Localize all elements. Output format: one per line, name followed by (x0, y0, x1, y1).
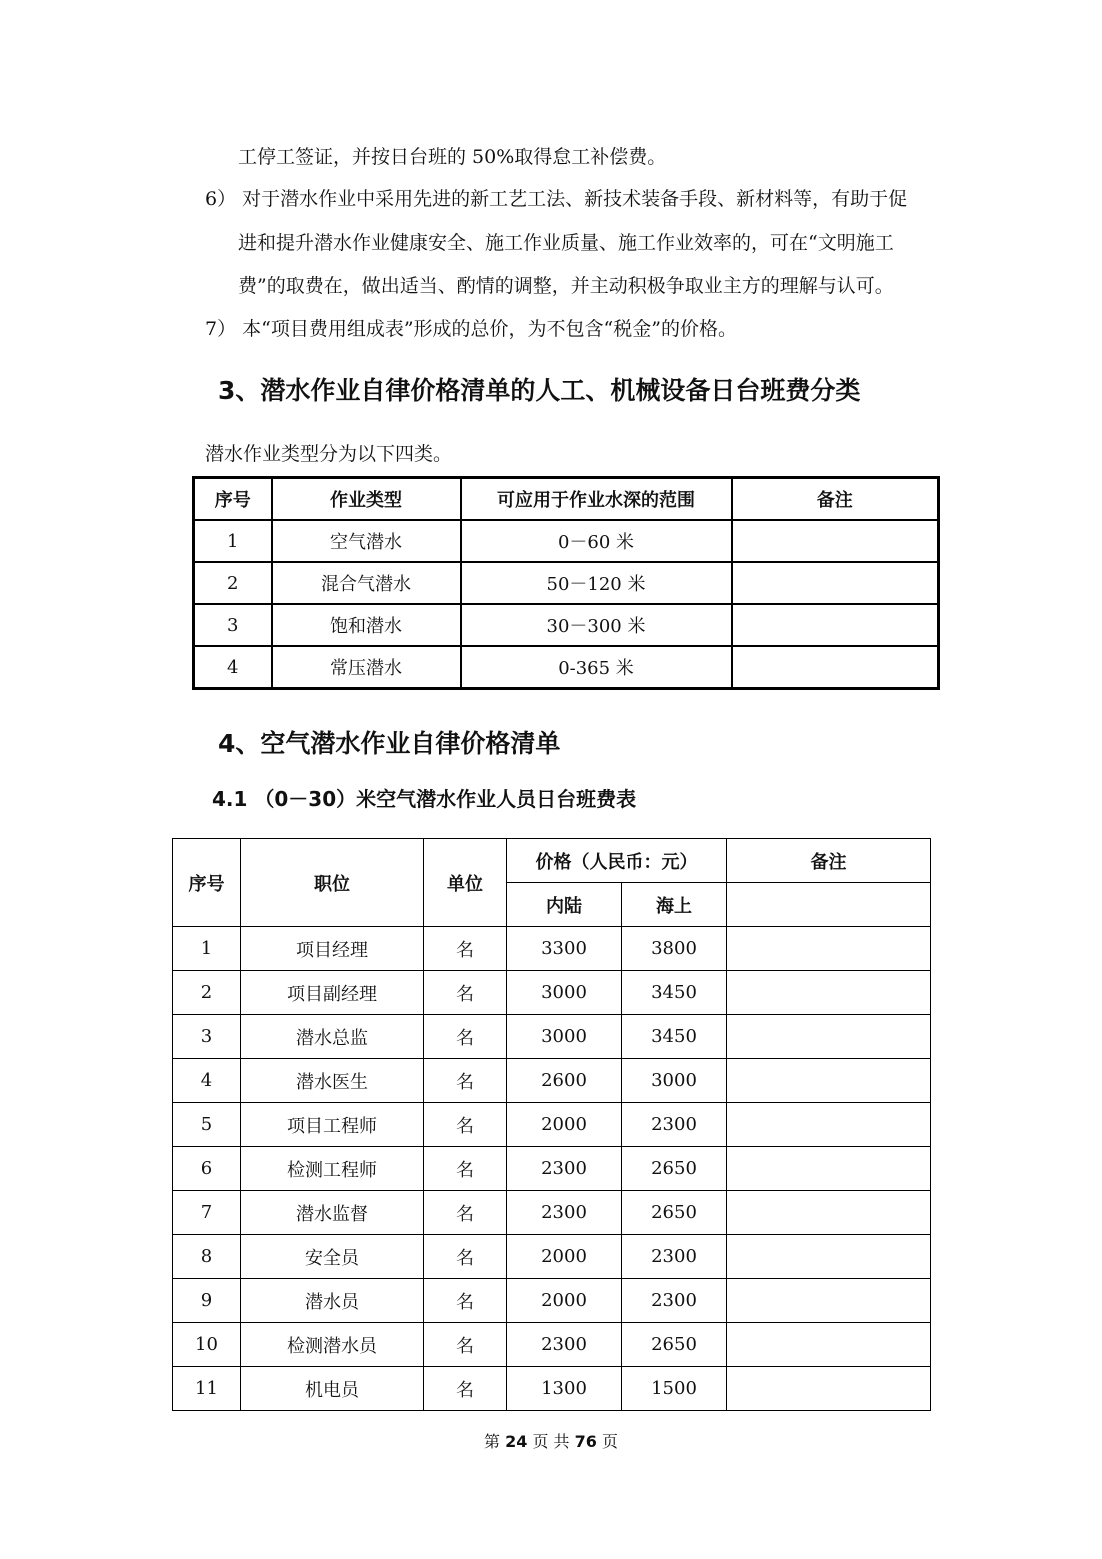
header-inland: 内陆 (507, 883, 622, 927)
table-row (173, 1147, 931, 1191)
cell-offshore: 3000 (622, 1059, 727, 1103)
table-row (194, 646, 939, 689)
cell-unit: 名 (424, 1235, 507, 1279)
cell-type: 常压潜水 (272, 646, 461, 689)
cell-offshore: 2650 (622, 1147, 727, 1191)
cell-no: 6 (173, 1147, 241, 1191)
cell-unit: 名 (424, 1191, 507, 1235)
table-row (173, 1191, 931, 1235)
cell-no: 5 (173, 1103, 241, 1147)
cell-offshore: 3450 (622, 971, 727, 1015)
cell-position: 机电员 (241, 1367, 424, 1411)
cell-position: 检测工程师 (241, 1147, 424, 1191)
cell-position: 检测潜水员 (241, 1323, 424, 1367)
page-footer (0, 1432, 1102, 1452)
footer-prefix: 第 (483, 1432, 500, 1451)
cell-unit: 名 (424, 1367, 507, 1411)
header-price: 价格（人民币：元） (507, 839, 727, 883)
cell-remark (727, 1059, 931, 1103)
cell-inland: 3000 (507, 1015, 622, 1059)
cell-inland: 2600 (507, 1059, 622, 1103)
table-row (173, 1059, 931, 1103)
table-row (173, 1235, 931, 1279)
cell-no: 4 (173, 1059, 241, 1103)
cell-inland: 2000 (507, 1103, 622, 1147)
section-4-title: 4、空气潜水作业自律价格清单 (218, 729, 561, 758)
cell-position: 安全员 (241, 1235, 424, 1279)
table-header-row (194, 478, 939, 521)
cell-inland: 3300 (507, 927, 622, 971)
cell-unit: 名 (424, 1279, 507, 1323)
cell-remark (727, 1235, 931, 1279)
cell-type: 饱和潜水 (272, 604, 461, 646)
cell-position: 潜水监督 (241, 1191, 424, 1235)
cell-type: 混合气潜水 (272, 562, 461, 604)
cell-unit: 名 (424, 1323, 507, 1367)
cell-remark (727, 1191, 931, 1235)
header-offshore: 海上 (622, 883, 727, 927)
cell-type: 空气潜水 (272, 520, 461, 562)
cell-position: 潜水医生 (241, 1059, 424, 1103)
header-type: 作业类型 (272, 478, 461, 521)
cell-depth-range: 0-365 米 (461, 646, 732, 689)
header-remark: 备注 (732, 478, 939, 521)
cell-no: 11 (173, 1367, 241, 1411)
section-4-1-title: 4.1 （0－30）米空气潜水作业人员日台班费表 (212, 787, 637, 811)
cell-position: 潜水总监 (241, 1015, 424, 1059)
section-3-title: 3、潜水作业自律价格清单的人工、机械设备日台班费分类 (218, 376, 861, 405)
cell-inland: 2000 (507, 1279, 622, 1323)
header-no: 序号 (173, 839, 241, 927)
cell-position: 项目副经理 (241, 971, 424, 1015)
cell-inland: 2300 (507, 1191, 622, 1235)
cell-unit: 名 (424, 971, 507, 1015)
cell-no: 10 (173, 1323, 241, 1367)
table-row (173, 1367, 931, 1411)
page-number: 24 (505, 1432, 528, 1451)
header-remark-empty (727, 883, 931, 927)
cell-offshore: 3800 (622, 927, 727, 971)
cell-unit: 名 (424, 1015, 507, 1059)
cell-remark (727, 1323, 931, 1367)
cell-no: 1 (194, 520, 272, 562)
diving-types-table (192, 476, 940, 690)
header-position: 职位 (241, 839, 424, 927)
cell-no: 2 (173, 971, 241, 1015)
footer-middle: 页 共 (532, 1432, 570, 1451)
footer-suffix: 页 (602, 1432, 619, 1451)
cell-remark (732, 646, 939, 689)
cell-no: 4 (194, 646, 272, 689)
table-row (173, 1323, 931, 1367)
paragraph-item-6: 6） 对于潜水作业中采用先进的新工艺工法、新技术装备手段、新材料等，有助于促 (205, 188, 908, 210)
total-pages: 76 (574, 1432, 597, 1451)
cell-offshore: 3450 (622, 1015, 727, 1059)
cell-remark (727, 1103, 931, 1147)
cell-depth-range: 50－120 米 (461, 562, 732, 604)
cell-offshore: 2300 (622, 1235, 727, 1279)
cell-remark (732, 562, 939, 604)
cell-remark (727, 927, 931, 971)
cell-remark (727, 1279, 931, 1323)
cell-inland: 2300 (507, 1323, 622, 1367)
table-row (173, 971, 931, 1015)
cell-offshore: 2300 (622, 1103, 727, 1147)
cell-depth-range: 0－60 米 (461, 520, 732, 562)
table-row (194, 562, 939, 604)
cell-remark (732, 520, 939, 562)
paragraph-continuation: 工停工签证，并按日台班的 50%取得怠工补偿费。 (238, 146, 667, 168)
cell-offshore: 2650 (622, 1191, 727, 1235)
paragraph-item-6-line-2: 进和提升潜水作业健康安全、施工作业质量、施工作业效率的，可在“文明施工 (238, 232, 894, 254)
table-row (173, 1015, 931, 1059)
paragraph-item-7: 7） 本“项目费用组成表”形成的总价，为不包含“税金”的价格。 (205, 318, 737, 340)
cell-unit: 名 (424, 1059, 507, 1103)
cell-position: 项目经理 (241, 927, 424, 971)
cell-inland: 1300 (507, 1367, 622, 1411)
cell-inland: 3000 (507, 971, 622, 1015)
header-unit: 单位 (424, 839, 507, 927)
header-depth-range: 可应用于作业水深的范围 (461, 478, 732, 521)
cell-position: 潜水员 (241, 1279, 424, 1323)
cell-remark (727, 1015, 931, 1059)
cell-inland: 2000 (507, 1235, 622, 1279)
table-row (173, 1103, 931, 1147)
cell-no: 3 (194, 604, 272, 646)
cell-remark (727, 1367, 931, 1411)
table-row (194, 604, 939, 646)
section-3-intro: 潜水作业类型分为以下四类。 (205, 443, 453, 465)
cell-unit: 名 (424, 927, 507, 971)
cell-depth-range: 30－300 米 (461, 604, 732, 646)
cell-offshore: 2300 (622, 1279, 727, 1323)
cell-remark (727, 971, 931, 1015)
staff-daily-rate-table (172, 838, 931, 1411)
cell-no: 2 (194, 562, 272, 604)
cell-remark (732, 604, 939, 646)
table-row (173, 1279, 931, 1323)
header-remark: 备注 (727, 839, 931, 883)
table-row (194, 520, 939, 562)
cell-no: 7 (173, 1191, 241, 1235)
header-no: 序号 (194, 478, 272, 521)
cell-unit: 名 (424, 1147, 507, 1191)
cell-remark (727, 1147, 931, 1191)
table-row (173, 927, 931, 971)
cell-offshore: 1500 (622, 1367, 727, 1411)
cell-offshore: 2650 (622, 1323, 727, 1367)
cell-position: 项目工程师 (241, 1103, 424, 1147)
cell-unit: 名 (424, 1103, 507, 1147)
table-header-row (173, 839, 931, 883)
paragraph-item-6-line-3: 费”的取费在，做出适当、酌情的调整，并主动积极争取业主方的理解与认可。 (238, 275, 894, 297)
cell-no: 8 (173, 1235, 241, 1279)
cell-no: 1 (173, 927, 241, 971)
cell-no: 3 (173, 1015, 241, 1059)
cell-inland: 2300 (507, 1147, 622, 1191)
cell-no: 9 (173, 1279, 241, 1323)
